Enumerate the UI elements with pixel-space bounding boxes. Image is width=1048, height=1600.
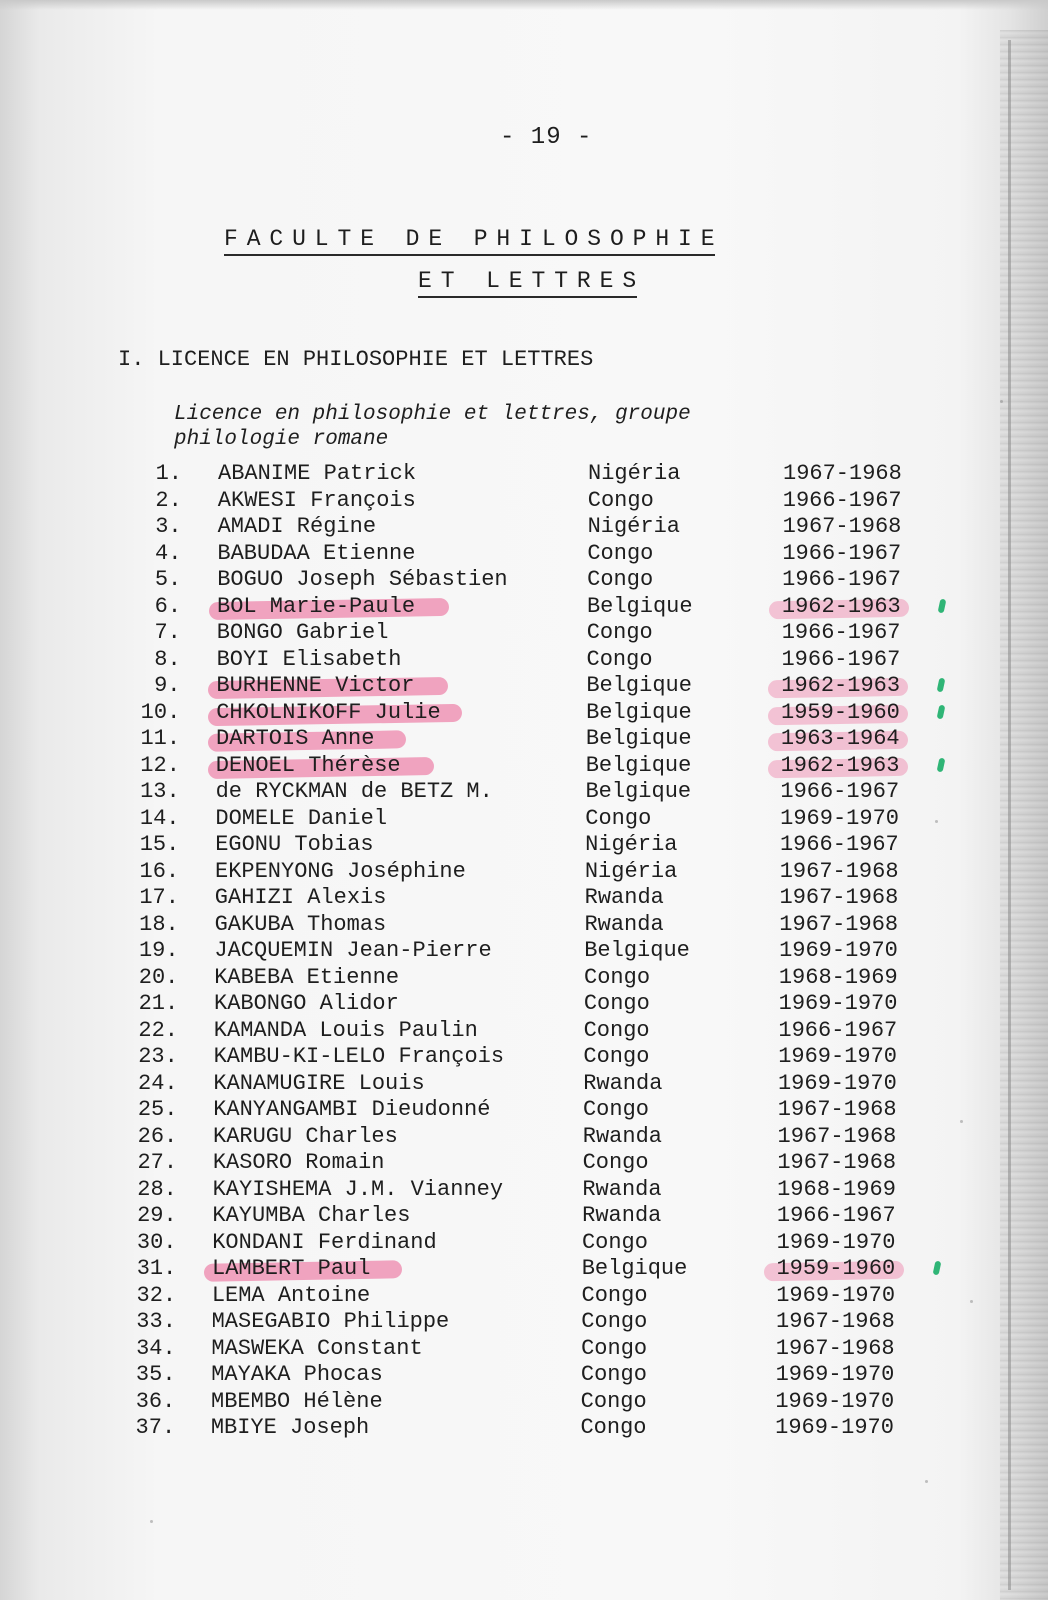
student-country: Belgique (586, 699, 692, 725)
row-number: 8. (154, 646, 181, 672)
academic-years: 1966-1967 (781, 620, 901, 645)
table-row (0, 1203, 1000, 1229)
student-country: Belgique (584, 938, 690, 963)
academic-years: 1966-1967 (782, 567, 901, 592)
student-country: Congo (583, 991, 650, 1016)
student-name: EKPENYONG Joséphine (215, 858, 466, 884)
green-check-mark (933, 1261, 942, 1276)
student-name: de RYCKMAN de BETZ M. (215, 779, 493, 804)
student-name: ABANIME Patrick (218, 461, 417, 486)
table-row (0, 541, 1000, 567)
row-number: 1. (155, 461, 182, 486)
scan-speck (1000, 400, 1003, 403)
academic-years: 1969-1970 (780, 805, 899, 831)
row-number: 9. (154, 673, 181, 698)
student-country: Rwanda (584, 885, 664, 910)
table-row (0, 1415, 1000, 1441)
academic-years: 1959-1960 (776, 1256, 896, 1281)
academic-years: 1968-1969 (777, 1176, 896, 1202)
student-name: BOGUO Joseph Sébastien (217, 567, 508, 592)
row-number: 7. (154, 620, 181, 645)
student-name: MBIYE Joseph (210, 1415, 370, 1440)
student-country: Congo (587, 567, 654, 592)
academic-years: 1966-1967 (782, 540, 902, 566)
subtitle-line-1: Licence en philosophie et lettres, groupe (174, 403, 691, 426)
row-number: 33. (136, 1309, 176, 1334)
row-number: 34. (136, 1335, 176, 1361)
academic-years: 1959-1960 (781, 699, 900, 725)
row-number: 20. (138, 964, 179, 990)
academic-years: 1962-1963 (781, 673, 901, 698)
row-number: 17. (139, 885, 179, 910)
student-name: CHKOLNIKOFF Julie (216, 699, 441, 725)
green-check-mark (937, 678, 946, 693)
green-check-mark (938, 598, 947, 613)
row-number: 16. (139, 858, 180, 884)
academic-years: 1962-1963 (780, 752, 900, 778)
academic-years: 1966-1967 (782, 487, 902, 513)
student-name: JACQUEMIN Jean-Pierre (214, 938, 492, 963)
green-check-mark (937, 704, 946, 719)
student-name: AMADI Régine (217, 514, 377, 539)
student-country: Congo (587, 487, 654, 513)
table-row (0, 594, 1000, 620)
scan-speck (970, 1300, 973, 1303)
row-number: 4. (155, 540, 182, 566)
student-name: KAMBU-KI-LELO François (213, 1044, 505, 1069)
student-country: Congo (586, 646, 653, 672)
table-row (0, 700, 1000, 726)
row-number: 37. (135, 1415, 176, 1440)
student-name: GAHIZI Alexis (214, 885, 387, 910)
academic-years: 1968-1969 (778, 964, 898, 990)
table-row (0, 1124, 1000, 1150)
student-name: DENOEL Thérèse (215, 752, 401, 778)
row-number: 2. (155, 487, 182, 513)
table-row (0, 991, 1000, 1017)
row-number: 6. (154, 593, 182, 619)
student-country: Congo (587, 540, 654, 566)
table-row (0, 1018, 1000, 1044)
table-row (0, 1256, 1000, 1282)
faculty-heading-line-2: ET LETTRES (418, 268, 646, 294)
row-number: 31. (136, 1256, 177, 1281)
table-row (0, 1362, 1000, 1388)
table-row (0, 567, 1000, 593)
student-name: GAKUBA Thomas (214, 911, 387, 937)
table-row (0, 938, 1000, 964)
row-number: 25. (137, 1097, 178, 1122)
student-name: LEMA Antoine (211, 1282, 371, 1308)
academic-years: 1966-1967 (776, 1203, 896, 1228)
student-name: MBEMBO Hélène (211, 1388, 383, 1414)
student-country: Congo (580, 1388, 647, 1414)
table-row (0, 885, 1000, 911)
student-country: Nigéria (587, 514, 680, 539)
academic-years: 1967-1968 (777, 1123, 897, 1149)
row-number: 28. (137, 1176, 177, 1202)
row-number: 30. (136, 1229, 177, 1255)
student-country: Congo (582, 1097, 649, 1122)
student-country: Congo (581, 1335, 648, 1361)
student-name: KAMANDA Louis Paulin (213, 1017, 478, 1043)
scan-speck (935, 820, 938, 823)
student-name: KANAMUGIRE Louis (213, 1070, 425, 1096)
student-name: MAYAKA Phocas (211, 1362, 383, 1387)
subtitle-line-2: philologie romane (174, 428, 389, 451)
table-row (0, 965, 1000, 991)
student-country: Congo (580, 1362, 647, 1387)
academic-years: 1962-1963 (781, 593, 901, 619)
student-country: Rwanda (583, 1070, 663, 1096)
academic-years: 1967-1968 (783, 461, 902, 486)
academic-years: 1967-1968 (782, 514, 902, 539)
student-country: Congo (582, 1150, 649, 1175)
academic-years: 1967-1968 (779, 885, 899, 910)
student-country: Belgique (581, 1256, 688, 1281)
row-number: 11. (140, 726, 181, 751)
student-name: LAMBERT Paul (212, 1256, 371, 1281)
academic-years: 1966-1967 (778, 1017, 898, 1043)
student-country: Rwanda (582, 1203, 662, 1228)
student-name: BABUDAA Etienne (217, 540, 416, 566)
table-row (0, 1389, 1000, 1415)
row-number: 3. (155, 514, 182, 539)
row-number: 19. (138, 938, 179, 963)
row-number: 18. (139, 911, 179, 937)
student-country: Congo (583, 1017, 650, 1043)
row-number: 35. (135, 1362, 176, 1387)
table-row (0, 647, 1000, 673)
academic-years: 1969-1970 (776, 1229, 896, 1255)
page-number: - 19 - (500, 124, 593, 151)
student-name: EGONU Tobias (215, 832, 374, 857)
academic-years: 1966-1967 (780, 779, 900, 804)
student-name: KARUGU Charles (213, 1123, 398, 1149)
student-name: BOL Marie-Paule (217, 593, 416, 619)
table-row (0, 1230, 1000, 1256)
academic-years: 1966-1967 (781, 646, 901, 672)
table-row (0, 488, 1000, 514)
table-row (0, 912, 1000, 938)
row-number: 15. (139, 832, 180, 857)
table-row (0, 1071, 1000, 1097)
row-number: 24. (138, 1070, 178, 1096)
section-title: I. LICENCE EN PHILOSOPHIE ET LETTRES (118, 347, 594, 372)
green-check-mark (937, 757, 946, 772)
student-country: Rwanda (584, 911, 664, 937)
academic-years: 1969-1970 (775, 1415, 894, 1440)
academic-years: 1967-1968 (777, 1150, 897, 1175)
student-name: BURHENNE Victor (216, 673, 415, 698)
student-country: Nigéria (588, 461, 681, 486)
row-number: 32. (136, 1282, 177, 1308)
student-country: Congo (580, 1415, 647, 1440)
academic-years: 1967-1968 (777, 1097, 897, 1122)
academic-years: 1967-1968 (779, 858, 899, 884)
table-row (0, 514, 1000, 540)
table-row (0, 673, 1000, 699)
table-row (0, 1150, 1000, 1176)
row-number: 23. (138, 1044, 178, 1069)
row-number: 14. (139, 805, 180, 831)
student-name: MASWEKA Constant (211, 1335, 423, 1361)
student-country: Rwanda (582, 1176, 662, 1202)
academic-years: 1969-1970 (777, 1070, 897, 1096)
table-row (0, 1336, 1000, 1362)
academic-years: 1967-1968 (775, 1335, 895, 1361)
row-number: 12. (140, 752, 180, 778)
table-row (0, 1177, 1000, 1203)
academic-years: 1969-1970 (779, 938, 898, 963)
student-name: KABONGO Alidor (214, 991, 399, 1016)
row-number: 22. (138, 1017, 178, 1043)
table-row (0, 859, 1000, 885)
table-row (0, 806, 1000, 832)
table-row (0, 726, 1000, 752)
student-country: Belgique (585, 779, 692, 804)
student-country: Rwanda (582, 1123, 662, 1149)
student-country: Congo (581, 1309, 648, 1334)
faculty-heading-line-1: FACULTE DE PHILOSOPHIE (224, 226, 724, 252)
row-number: 21. (138, 991, 179, 1016)
academic-years: 1969-1970 (778, 991, 898, 1016)
student-name: MASEGABIO Philippe (211, 1309, 450, 1334)
student-country: Congo (583, 1044, 650, 1069)
table-row (0, 779, 1000, 805)
academic-years: 1967-1968 (776, 1309, 895, 1334)
student-name: KANYANGAMBI Dieudonné (213, 1097, 491, 1122)
student-country: Belgique (585, 752, 692, 778)
row-number: 29. (137, 1203, 177, 1228)
student-country: Congo (581, 1282, 648, 1308)
table-row (0, 1283, 1000, 1309)
table-row (0, 461, 1000, 487)
academic-years: 1967-1968 (779, 911, 899, 937)
table-row (0, 1309, 1000, 1335)
student-name: KASORO Romain (212, 1150, 385, 1175)
row-number: 27. (137, 1150, 178, 1175)
table-row (0, 1097, 1000, 1123)
table-row (0, 1044, 1000, 1070)
academic-years: 1969-1970 (775, 1362, 895, 1387)
row-number: 36. (135, 1388, 176, 1414)
student-country: Congo (586, 620, 653, 645)
student-name: DARTOIS Anne (216, 726, 375, 751)
student-name: AKWESI François (217, 487, 416, 513)
student-name: KAYISHEMA J.M. Vianney (212, 1176, 504, 1202)
student-name: KAYUMBA Charles (212, 1203, 411, 1228)
student-country: Congo (581, 1229, 648, 1255)
student-name: BONGO Gabriel (216, 620, 389, 645)
student-country: Nigéria (585, 832, 678, 857)
scan-speck (925, 1480, 928, 1483)
table-row (0, 832, 1000, 858)
row-number: 13. (140, 779, 180, 804)
table-row (0, 753, 1000, 779)
scan-speck (150, 1520, 153, 1523)
scan-speck (960, 1120, 963, 1123)
student-name: KABEBA Etienne (214, 964, 400, 990)
student-country: Congo (585, 805, 652, 831)
student-country: Belgique (585, 726, 692, 751)
academic-years: 1966-1967 (779, 832, 899, 857)
student-country: Belgique (586, 593, 693, 619)
academic-years: 1963-1964 (780, 726, 900, 751)
academic-years: 1969-1970 (778, 1044, 898, 1069)
row-number: 26. (137, 1123, 178, 1149)
student-name: KONDANI Ferdinand (212, 1229, 437, 1255)
student-country: Nigéria (584, 858, 678, 884)
student-country: Belgique (586, 673, 692, 698)
academic-years: 1969-1970 (776, 1282, 896, 1308)
academic-years: 1969-1970 (775, 1388, 895, 1414)
student-country: Congo (584, 964, 651, 990)
row-number: 5. (154, 567, 182, 592)
student-name: DOMELE Daniel (215, 805, 388, 831)
table-row (0, 620, 1000, 646)
student-name: BOYI Elisabeth (216, 646, 402, 672)
row-number: 10. (140, 699, 181, 725)
